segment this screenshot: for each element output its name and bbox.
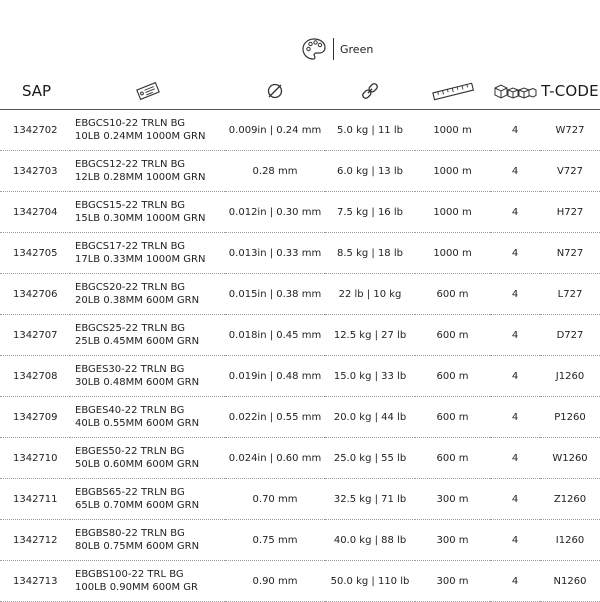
strength-cell: 25.0 kg | 55 lb (325, 438, 415, 479)
pack-cell: 4 (490, 561, 540, 602)
sap-header: SAP (0, 72, 70, 110)
sap-cell: 1342708 (0, 356, 70, 397)
sap-cell: 1342709 (0, 397, 70, 438)
description-line-2: 40LB 0.55MM 600M GRN (75, 418, 200, 429)
description-line-1: EBGCS10-22 TRLN BG (75, 118, 186, 129)
pack-cell: 4 (490, 151, 540, 192)
tcode-cell: P1260 (540, 397, 600, 438)
description-line-2: 30LB 0.48MM 600M GRN (75, 377, 200, 388)
description-cell (70, 274, 225, 315)
diameter-cell: 0.90 mm (225, 561, 325, 602)
diameter-icon (265, 81, 285, 101)
description-line-1: EBGBS100-22 TRL BG (75, 569, 184, 580)
description-line-1: EBGCS17-22 TRLN BG (75, 241, 186, 252)
pack-cell: 4 (490, 233, 540, 274)
pack-cell: 4 (490, 110, 540, 151)
description-line-1: EBGES40-22 TRLN BG (75, 405, 185, 416)
boxes-icon (492, 81, 538, 101)
description-line-1: EBGBS65-22 TRLN BG (75, 487, 185, 498)
length-cell: 300 m (415, 520, 490, 561)
description-line-2: 15LB 0.30MM 1000M GRN (75, 213, 206, 224)
strength-cell: 8.5 kg | 18 lb (325, 233, 415, 274)
packaging-header (490, 72, 540, 110)
length-cell: 1000 m (415, 192, 490, 233)
description-line-2: 50LB 0.60MM 600M GRN (75, 459, 200, 470)
color-header (300, 36, 373, 62)
pack-cell: 4 (490, 479, 540, 520)
table-row (0, 438, 600, 479)
diameter-cell: 0.022in | 0.55 mm (225, 397, 325, 438)
description-cell (70, 315, 225, 356)
sap-cell: 1342707 (0, 315, 70, 356)
tcode-cell: V727 (540, 151, 600, 192)
diameter-cell: 0.28 mm (225, 151, 325, 192)
table-row (0, 151, 600, 192)
diameter-cell: 0.018in | 0.45 mm (225, 315, 325, 356)
description-line-2: 65LB 0.70MM 600M GRN (75, 500, 200, 511)
color-label: Green (340, 42, 374, 56)
tcode-cell: N1260 (540, 561, 600, 602)
pack-cell: 4 (490, 274, 540, 315)
length-cell: 300 m (415, 561, 490, 602)
description-line-1: EBGES30-22 TRLN BG (75, 364, 185, 375)
description-cell (70, 520, 225, 561)
tcode-cell: N727 (540, 233, 600, 274)
pack-cell: 4 (490, 520, 540, 561)
description-line-2: 20LB 0.38MM 600M GRN (75, 295, 200, 306)
strength-header (325, 72, 415, 110)
sap-cell: 1342702 (0, 110, 70, 151)
sap-cell: 1342703 (0, 151, 70, 192)
tcode-cell: W1260 (540, 438, 600, 479)
diameter-cell: 0.024in | 0.60 mm (225, 438, 325, 479)
strength-cell: 22 lb | 10 kg (325, 274, 415, 315)
label-tag-icon (134, 81, 162, 101)
length-cell: 600 m (415, 397, 490, 438)
sap-cell: 1342704 (0, 192, 70, 233)
strength-cell: 15.0 kg | 33 lb (325, 356, 415, 397)
table-row (0, 356, 600, 397)
strength-cell: 12.5 kg | 27 lb (325, 315, 415, 356)
description-cell (70, 438, 225, 479)
table-header-row (0, 72, 600, 110)
strength-cell: 5.0 kg | 11 lb (325, 110, 415, 151)
table-row (0, 110, 600, 151)
description-line-1: EBGCS12-22 TRLN BG (75, 159, 186, 170)
diameter-cell: 0.70 mm (225, 479, 325, 520)
diameter-cell: 0.019in | 0.48 mm (225, 356, 325, 397)
description-line-2: 80LB 0.75MM 600M GRN (75, 541, 200, 552)
tcode-cell: J1260 (540, 356, 600, 397)
tcode-cell: L727 (540, 274, 600, 315)
diameter-cell: 0.013in | 0.33 mm (225, 233, 325, 274)
pack-cell: 4 (490, 192, 540, 233)
color-divider (333, 38, 334, 60)
strength-cell: 7.5 kg | 16 lb (325, 192, 415, 233)
table-row (0, 315, 600, 356)
description-line-2: 12LB 0.28MM 1000M GRN (75, 172, 206, 183)
table-row (0, 274, 600, 315)
description-header (70, 72, 225, 110)
tcode-cell: H727 (540, 192, 600, 233)
pack-cell: 4 (490, 438, 540, 479)
length-cell: 300 m (415, 479, 490, 520)
sap-cell: 1342711 (0, 479, 70, 520)
length-cell: 1000 m (415, 151, 490, 192)
description-cell (70, 151, 225, 192)
description-cell (70, 561, 225, 602)
description-cell (70, 192, 225, 233)
diameter-cell: 0.015in | 0.38 mm (225, 274, 325, 315)
sap-cell: 1342710 (0, 438, 70, 479)
table-body (0, 110, 600, 602)
table-row (0, 397, 600, 438)
strength-cell: 20.0 kg | 44 lb (325, 397, 415, 438)
length-cell: 600 m (415, 315, 490, 356)
strength-cell: 40.0 kg | 88 lb (325, 520, 415, 561)
strength-cell: 50.0 kg | 110 lb (325, 561, 415, 602)
pack-cell: 4 (490, 315, 540, 356)
diameter-cell: 0.012in | 0.30 mm (225, 192, 325, 233)
tcode-cell: W727 (540, 110, 600, 151)
ruler-icon (430, 81, 476, 101)
description-line-2: 10LB 0.24MM 1000M GRN (75, 131, 206, 142)
chain-link-icon (359, 80, 381, 102)
table-row (0, 192, 600, 233)
sap-cell: 1342712 (0, 520, 70, 561)
sap-cell: 1342713 (0, 561, 70, 602)
tcode-cell: I1260 (540, 520, 600, 561)
description-line-1: EBGCS25-22 TRLN BG (75, 323, 186, 334)
sap-cell: 1342706 (0, 274, 70, 315)
description-line-1: EBGES50-22 TRLN BG (75, 446, 185, 457)
sap-cell: 1342705 (0, 233, 70, 274)
palette-icon (300, 36, 328, 62)
strength-cell: 32.5 kg | 71 lb (325, 479, 415, 520)
description-cell (70, 397, 225, 438)
length-cell: 600 m (415, 274, 490, 315)
length-cell: 1000 m (415, 110, 490, 151)
length-cell: 1000 m (415, 233, 490, 274)
tcode-header: T-CODE (540, 72, 600, 110)
table-row (0, 520, 600, 561)
length-header (415, 72, 490, 110)
diameter-cell: 0.009in | 0.24 mm (225, 110, 325, 151)
table-row (0, 561, 600, 602)
table-row (0, 479, 600, 520)
diameter-header (225, 72, 325, 110)
description-line-1: EBGBS80-22 TRLN BG (75, 528, 185, 539)
strength-cell: 6.0 kg | 13 lb (325, 151, 415, 192)
description-cell (70, 356, 225, 397)
tcode-cell: D727 (540, 315, 600, 356)
description-line-2: 17LB 0.33MM 1000M GRN (75, 254, 206, 265)
length-cell: 600 m (415, 356, 490, 397)
tcode-cell: Z1260 (540, 479, 600, 520)
description-cell (70, 110, 225, 151)
table-row (0, 233, 600, 274)
description-line-1: EBGCS15-22 TRLN BG (75, 200, 186, 211)
product-table (0, 72, 600, 602)
diameter-cell: 0.75 mm (225, 520, 325, 561)
description-cell (70, 233, 225, 274)
description-line-2: 100LB 0.90MM 600M GR (75, 582, 198, 593)
pack-cell: 4 (490, 356, 540, 397)
description-cell (70, 479, 225, 520)
length-cell: 600 m (415, 438, 490, 479)
pack-cell: 4 (490, 397, 540, 438)
description-line-2: 25LB 0.45MM 600M GRN (75, 336, 200, 347)
description-line-1: EBGCS20-22 TRLN BG (75, 282, 186, 293)
